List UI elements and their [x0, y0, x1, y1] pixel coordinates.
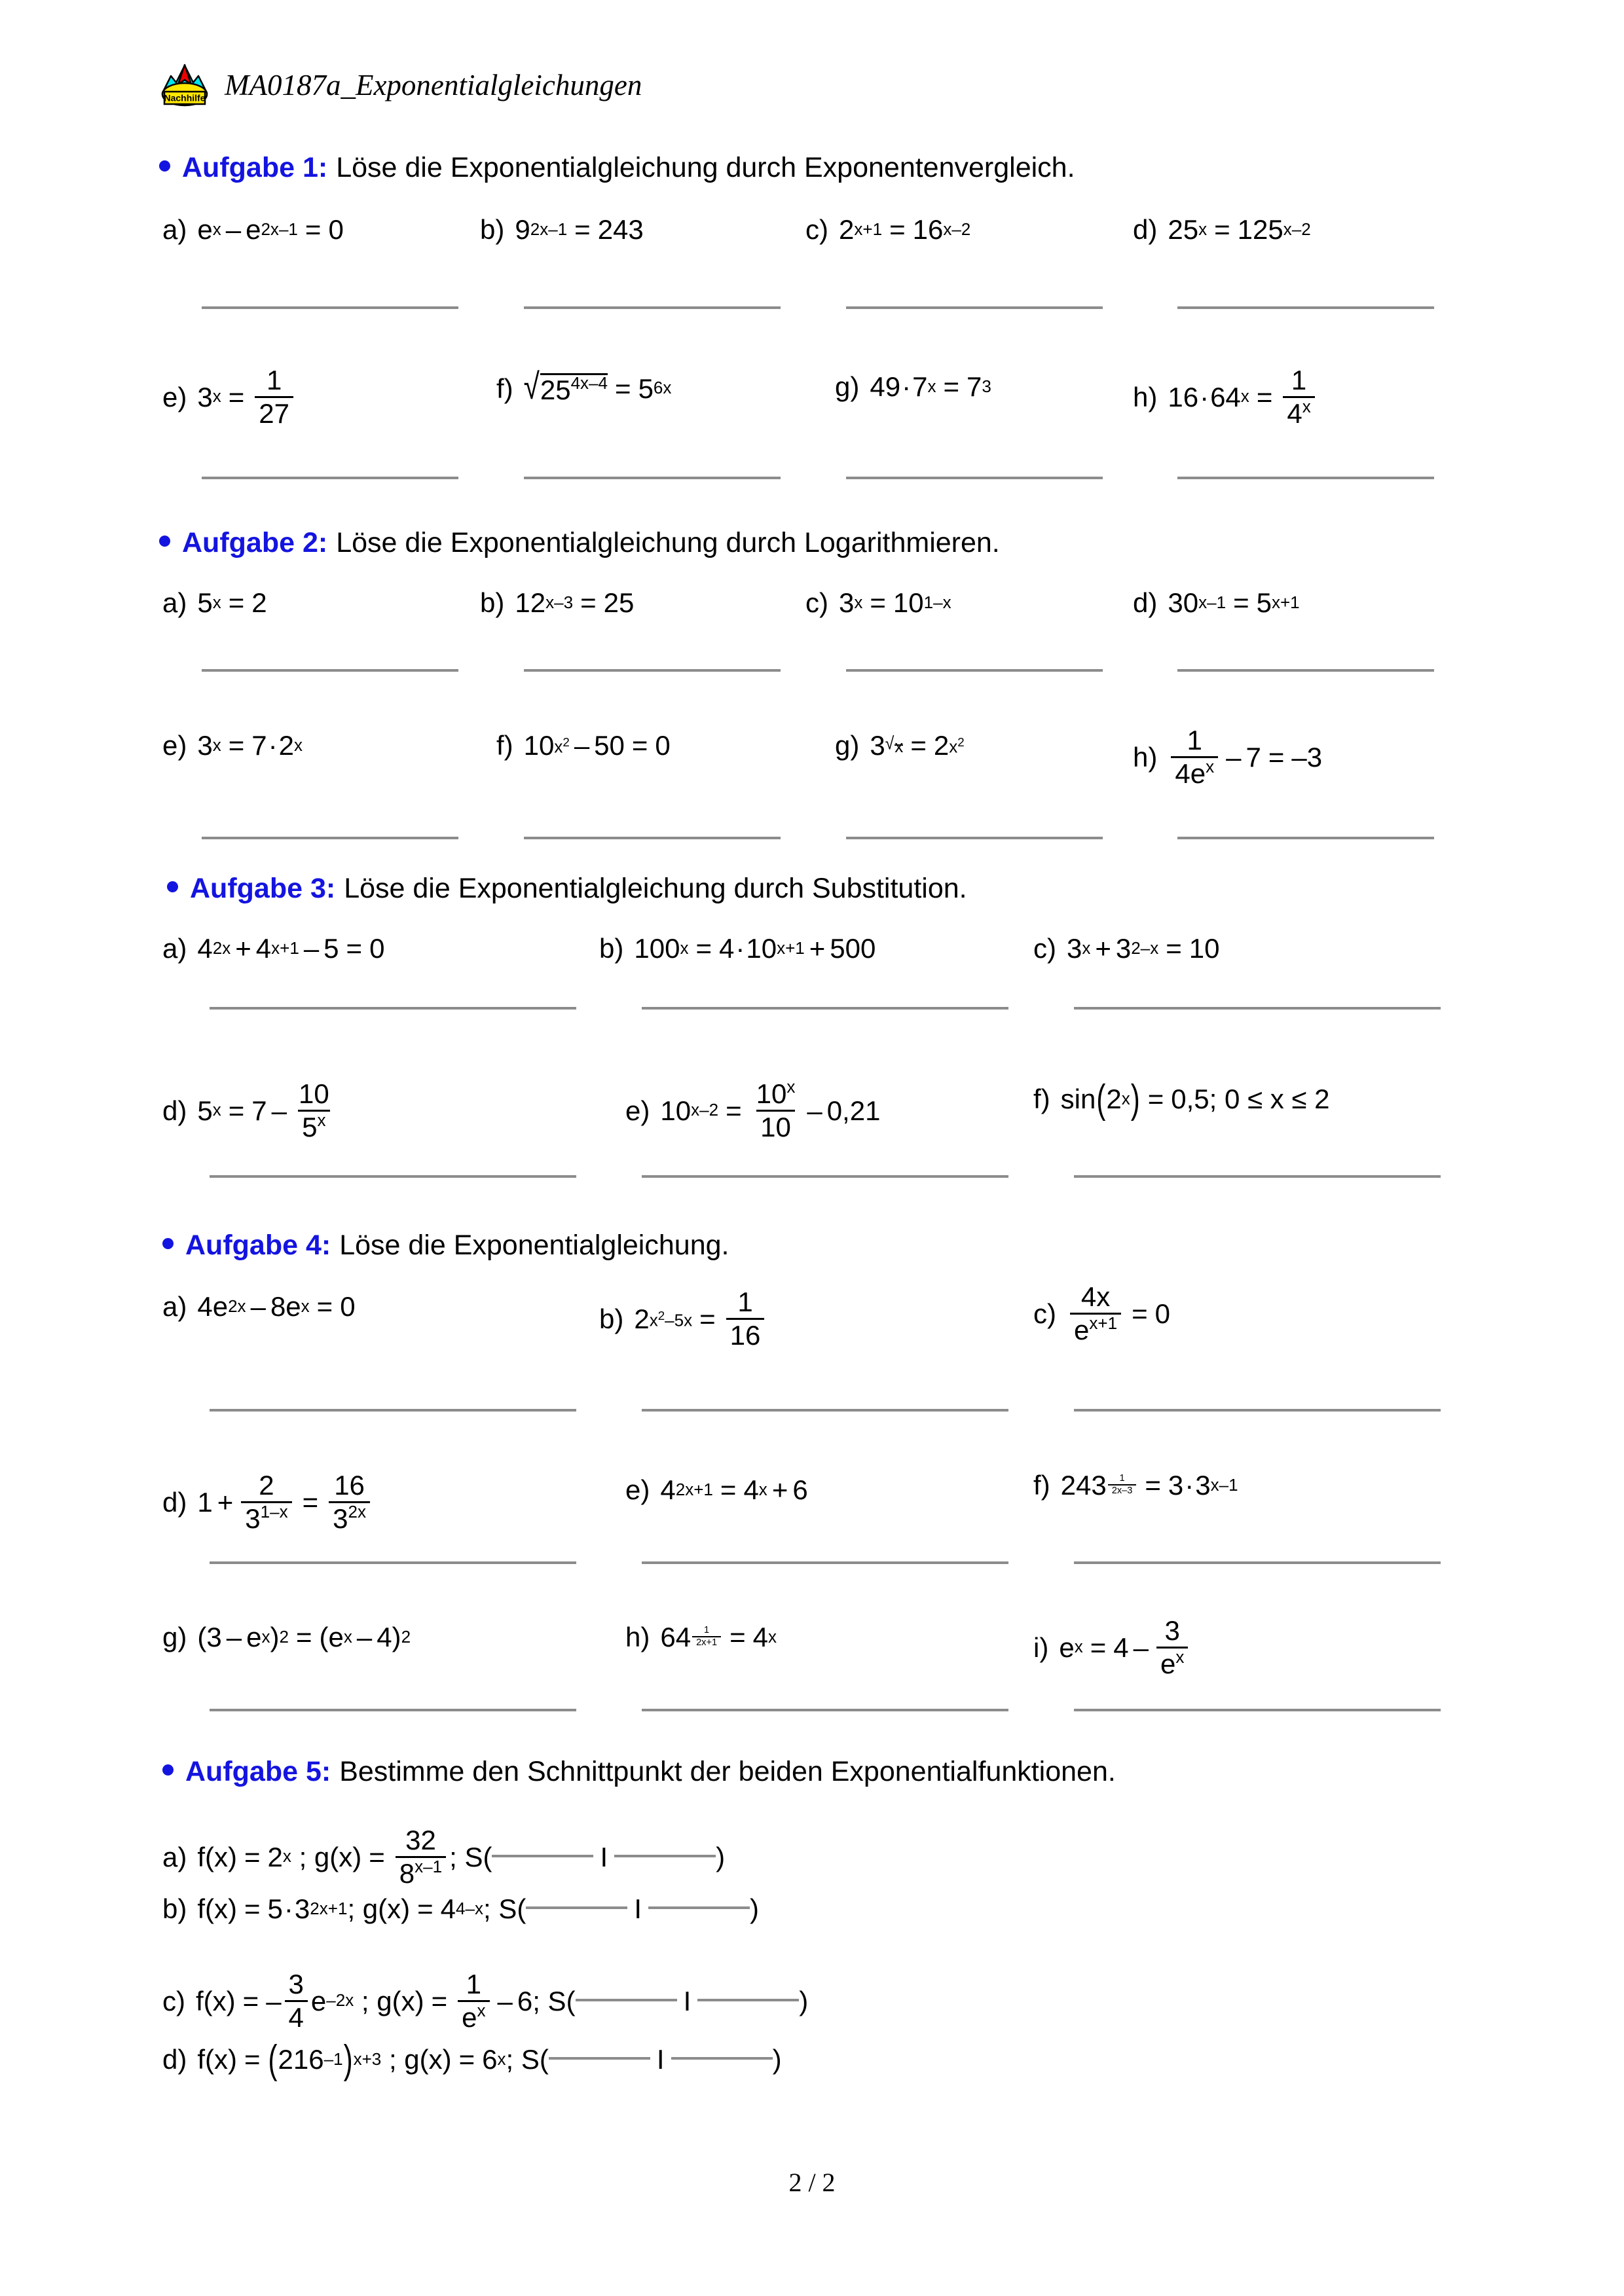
exercise-4d — [162, 1472, 373, 1533]
item-tag: f) — [496, 730, 513, 761]
equation-4f: 243 $^{\frac{1}{2x-3}}$ = 3 · 3 $^{x-1}$ — [1060, 1470, 1238, 1501]
equation-1g: 49 · 7 $^x$ = 7 $^3$ — [870, 371, 991, 402]
equation-4g: (3 – e $^x$ ) $^2$ = (e $^x$ – 4) $^2$ — [197, 1622, 411, 1652]
exercise-1b — [480, 216, 644, 244]
item-tag: c) — [1033, 933, 1056, 964]
exercise-4c — [1033, 1283, 1170, 1344]
exercise-3f — [1033, 1076, 1330, 1121]
answer-rule — [642, 1175, 1008, 1178]
answer-rule — [1177, 837, 1434, 839]
task-text-2: Löse die Exponentialgleichung durch Logarithmieren. — [336, 527, 1000, 558]
equation-5b: f(x) = 5 · 3 $^{2x+1}$ ; g(x) = 4 $^{4-x}$ ; S( I ) — [197, 1893, 760, 1924]
item-tag: a) — [162, 1841, 187, 1872]
bullet-icon — [159, 536, 170, 547]
exercise-3a — [162, 935, 384, 962]
answer-rule — [1074, 1007, 1441, 1010]
exercise-4a — [162, 1293, 356, 1321]
task-label-2: Aufgabe 2: — [182, 527, 328, 558]
bullet-icon — [167, 881, 178, 892]
page-number: 2 / 2 — [788, 2168, 836, 2197]
exercise-3d — [162, 1080, 337, 1141]
answer-rule — [1074, 1709, 1441, 1711]
item-tag: d) — [1133, 214, 1158, 245]
answer-rule — [1074, 1409, 1441, 1412]
item-tag: f) — [1033, 1084, 1050, 1114]
answer-rule — [210, 1561, 576, 1564]
item-tag: h) — [625, 1622, 650, 1652]
equation-3f: sin ( 2 $^x$ ) = 0,5; 0 ≤ x ≤ 2 — [1060, 1076, 1330, 1121]
equation-1h: 16 · 64 $^x$ = $\frac{1}{4^x}$ — [1168, 367, 1318, 428]
item-tag: b) — [480, 214, 505, 245]
item-tag: d) — [162, 1486, 187, 1518]
nachhilfe-logo-icon — [159, 63, 210, 107]
document-title: MA0187a_Exponentialgleichungen — [225, 69, 642, 101]
item-tag: b) — [599, 1303, 624, 1334]
answer-rule — [202, 306, 458, 309]
equation-1f: √ $25^{4x-4}$ = 5 $^{6x}$ — [523, 367, 672, 407]
bullet-icon — [162, 1238, 174, 1249]
exercise-5c — [162, 1971, 808, 2032]
task-text-5: Bestimme den Schnittpunkt der beiden Exponentialfunktionen. — [339, 1756, 1116, 1787]
bullet-icon — [162, 1764, 174, 1776]
answer-blank-x[interactable] — [549, 2057, 650, 2060]
answer-rule — [642, 1409, 1008, 1412]
equation-4a: 4e $^{2x}$ – 8e $^x$ = 0 — [197, 1291, 356, 1322]
equation-3c: 3 $^x$ + 3 $^{2-x}$ = 10 — [1067, 933, 1220, 964]
answer-blank-y[interactable] — [671, 2057, 773, 2060]
exercise-2b — [480, 589, 634, 617]
task-label-3: Aufgabe 3: — [190, 873, 336, 904]
exercise-3c — [1033, 935, 1220, 962]
answer-rule — [210, 1175, 576, 1178]
item-tag: d) — [162, 1095, 187, 1126]
answer-rule — [202, 477, 458, 479]
equation-3b: 100 $^x$ = 4 · 10 $^{x+1}$ + 500 — [634, 933, 876, 964]
item-tag: d) — [162, 2044, 187, 2075]
equation-1a: e $^x$ – e $^{2x-1}$ = 0 — [197, 214, 344, 245]
exercise-1c — [805, 216, 970, 244]
task-text-4: Löse die Exponentialgleichung. — [339, 1230, 729, 1261]
answer-rule — [1177, 306, 1434, 309]
answer-blank-y[interactable] — [648, 1906, 750, 1909]
exercise-3b — [599, 935, 876, 962]
item-tag: i) — [1033, 1631, 1049, 1663]
task-text-3: Löse die Exponentialgleichung durch Substitution. — [344, 873, 967, 904]
answer-blank-y[interactable] — [614, 1855, 716, 1857]
equation-5c: f(x) = – $\frac{3}{4}$ e $^{-2x}$ ; g(x) = $\frac{1}{e^x}$ – 6; S( I ) — [196, 1969, 809, 2033]
equation-4e: 4 $^{2x+1}$ = 4 $^x$ + 6 — [660, 1474, 808, 1505]
item-tag: h) — [1133, 381, 1158, 412]
exercise-1a — [162, 216, 344, 244]
answer-rule — [1074, 1175, 1441, 1178]
equation-5d: f(x) = ( 216 $^{-1}$ ) $^{x+3}$ ; g(x) = 6 $^x$ ; S( I ) — [197, 2037, 782, 2082]
exercise-4g — [162, 1624, 411, 1651]
answer-rule — [202, 837, 458, 839]
task-heading-1 — [159, 152, 1075, 184]
item-tag: b) — [599, 933, 624, 964]
item-tag: g) — [162, 1622, 187, 1652]
exercise-4e — [625, 1476, 808, 1504]
answer-rule — [1177, 477, 1434, 479]
exercise-1h — [1133, 367, 1318, 428]
task-heading-4 — [162, 1230, 729, 1262]
item-tag: c) — [162, 1985, 185, 2016]
item-tag: a) — [162, 933, 187, 964]
item-tag: b) — [162, 1893, 187, 1924]
item-tag: f) — [1033, 1470, 1050, 1501]
answer-rule — [1074, 1561, 1441, 1564]
task-label-4: Aufgabe 4: — [185, 1230, 331, 1261]
exercise-1e — [162, 367, 297, 428]
exercise-4h — [625, 1624, 777, 1651]
task-label-1: Aufgabe 1: — [182, 152, 328, 183]
answer-rule — [1177, 669, 1434, 672]
answer-rule — [524, 306, 781, 309]
answer-rule — [210, 1709, 576, 1711]
equation-2g: 3 $^{√ x}$ = 2 $^{x^2}$ — [870, 730, 965, 761]
exercise-2e — [162, 732, 303, 759]
equation-3a: 4 $^{2x}$ + 4 $^{x+1}$ – 5 = 0 — [197, 933, 385, 964]
answer-rule — [846, 837, 1103, 839]
answer-rule — [642, 1709, 1008, 1711]
exercise-4i — [1033, 1617, 1191, 1678]
answer-rule — [524, 669, 781, 672]
item-tag: a) — [162, 214, 187, 245]
item-tag: g) — [835, 371, 860, 402]
answer-rule — [642, 1561, 1008, 1564]
equation-4d: 1 + $\frac{2}{3^{1-x}}$ = $\frac{16}{3^{2x}}$ — [197, 1472, 373, 1533]
equation-2c: 3 $^x$ = 10 $^{1-x}$ — [839, 587, 951, 618]
item-tag: h) — [1133, 741, 1158, 773]
answer-blank-y[interactable] — [697, 1999, 799, 2001]
item-tag: a) — [162, 1291, 187, 1322]
equation-1e: 3 $^x$ = $\frac{1}{27}$ — [197, 367, 297, 428]
exercise-2a — [162, 589, 267, 617]
answer-rule — [202, 669, 458, 672]
equation-4i: e $^x$ = 4 – $\frac{3}{e^x}$ — [1059, 1617, 1191, 1678]
equation-1c: 2 $^{x+1}$ = 16 $^{x-2}$ — [839, 214, 971, 245]
answer-blank-x[interactable] — [492, 1855, 593, 1857]
answer-rule — [210, 1409, 576, 1412]
exercise-2c — [805, 589, 951, 617]
item-tag: e) — [162, 381, 187, 412]
equation-5a: f(x) = 2 $^x$ ; g(x) = $\frac{32}{8^{x-1}}$ ; S( I ) — [197, 1825, 726, 1889]
item-tag: a) — [162, 587, 187, 618]
exercise-4b — [599, 1288, 767, 1349]
equation-4h: 64 $^{\frac{1}{2x+1}}$ = 4 $^x$ — [660, 1622, 777, 1652]
answer-rule — [846, 477, 1103, 479]
exercise-1d — [1133, 216, 1311, 244]
task-heading-2 — [159, 527, 1000, 559]
item-tag: f) — [496, 373, 513, 404]
task-label-5: Aufgabe 5: — [185, 1756, 331, 1787]
exercise-3e — [625, 1076, 881, 1142]
equation-2a: 5 $^x$ = 2 — [197, 587, 267, 618]
svg-text:Nachhilfe: Nachhilfe — [164, 92, 206, 103]
item-tag: c) — [1033, 1298, 1056, 1329]
exercise-4f — [1033, 1472, 1238, 1499]
exercise-2f — [496, 732, 671, 759]
equation-2f: 10 $^{x^2}$ – 50 = 0 — [523, 730, 671, 761]
document-header — [159, 63, 642, 107]
equation-3e: 10 $^{x-2}$ = $\frac{10^x}{10}$ – 0,21 — [660, 1076, 881, 1142]
item-tag: d) — [1133, 587, 1158, 618]
item-tag: b) — [480, 587, 505, 618]
bullet-icon — [159, 160, 170, 172]
answer-rule — [524, 477, 781, 479]
equation-4b: 2 $^{x^2 -5x}$ = $\frac{1}{16}$ — [634, 1288, 767, 1349]
exercise-5d — [162, 2037, 782, 2082]
equation-1d: 25 $^x$ = 125 $^{x-2}$ — [1168, 214, 1311, 245]
exercise-2g — [835, 732, 965, 759]
exercise-5b — [162, 1895, 759, 1923]
task-text-1: Löse die Exponentialgleichung durch Exponentenvergleich. — [336, 152, 1075, 183]
equation-3d: 5 $^x$ = 7 – $\frac{10}{5^x}$ — [197, 1078, 329, 1142]
equation-2h: $\frac{1}{4e^x}$ – 7 = –3 — [1168, 727, 1322, 788]
answer-rule — [210, 1007, 576, 1010]
answer-rule — [846, 306, 1103, 309]
exercise-2d — [1133, 589, 1300, 617]
item-tag: e) — [162, 730, 187, 761]
item-tag: c) — [805, 214, 828, 245]
exercise-5a — [162, 1827, 725, 1887]
equation-1b: 9 $^{2x-1}$ = 243 — [515, 214, 644, 245]
answer-rule — [846, 669, 1103, 672]
item-tag: c) — [805, 587, 828, 618]
item-tag: e) — [625, 1095, 650, 1126]
exercise-1f — [496, 367, 672, 407]
task-heading-3 — [167, 873, 967, 905]
exercise-2h — [1133, 727, 1322, 788]
exercise-1g — [835, 373, 991, 401]
task-heading-5 — [162, 1756, 1116, 1788]
item-tag: g) — [835, 730, 860, 761]
equation-2b: 12 $^{x-3}$ = 25 — [515, 587, 635, 618]
equation-2e: 3 $^x$ = 7 · 2 $^x$ — [197, 730, 303, 761]
item-tag: e) — [625, 1474, 650, 1505]
answer-blank-x[interactable] — [576, 1999, 677, 2001]
answer-blank-x[interactable] — [526, 1906, 627, 1909]
equation-4c: $\frac{4x}{e^{x+1}}$ = 0 — [1067, 1283, 1170, 1344]
answer-rule — [642, 1007, 1008, 1010]
equation-2d: 30 $^{x-1}$ = 5 $^{x+1}$ — [1168, 587, 1300, 618]
answer-rule — [524, 837, 781, 839]
